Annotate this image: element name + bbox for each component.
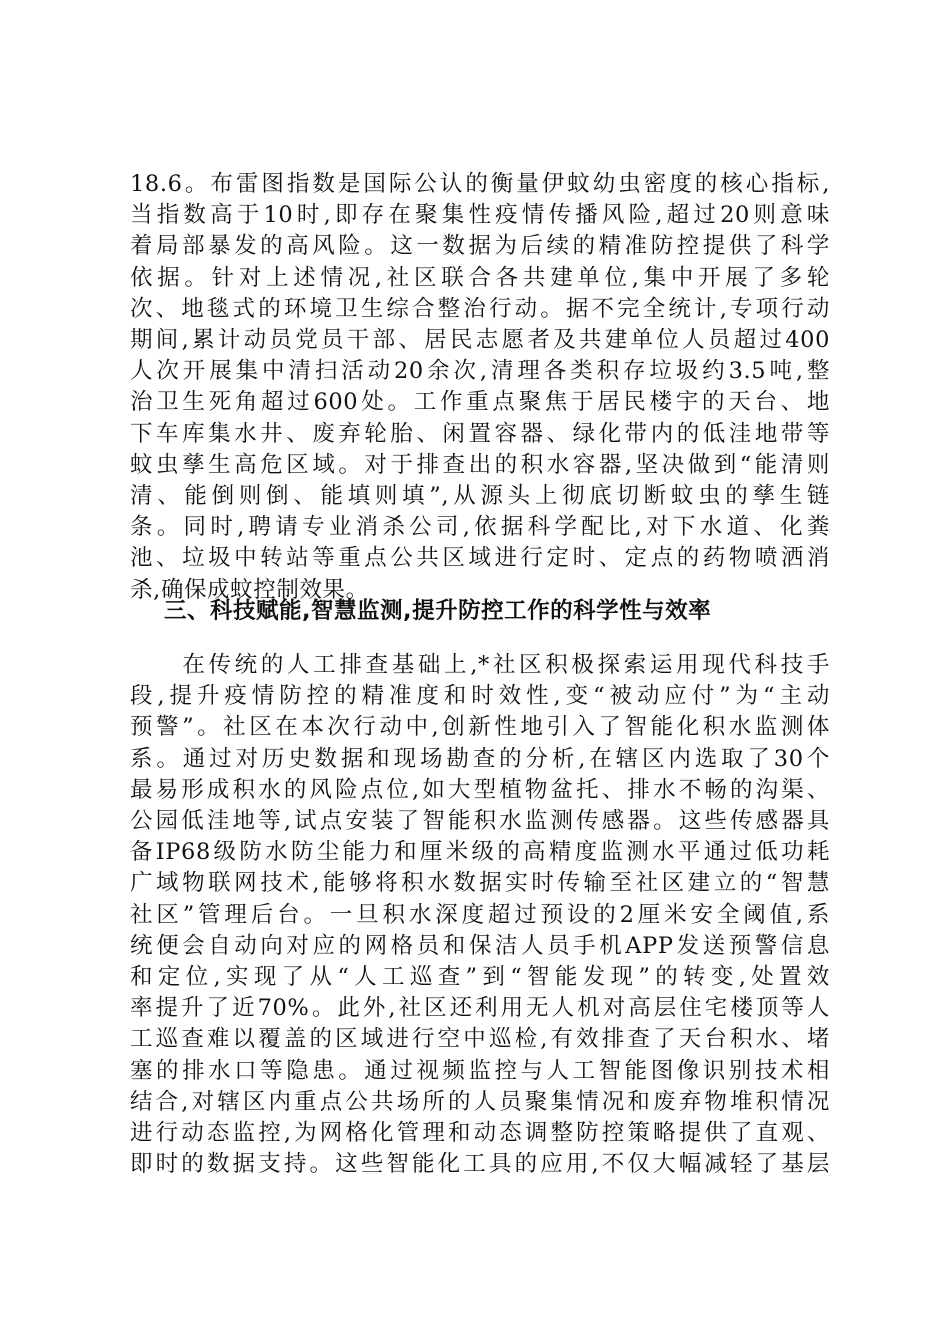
paragraph-line: 人次开展集中清扫活动20余次,清理各类积存垃圾约3.5吨,整 [130,358,830,385]
paragraph-line: 依据。针对上述情况,社区联合各共建单位,集中开展了多轮 [130,264,830,291]
paragraph-line: 预警”。社区在本次行动中,创新性地引入了智能化积水监测体 [130,714,830,741]
paragraph-line: 最易形成积水的风险点位,如大型植物盆托、排水不畅的沟渠、 [130,776,830,803]
paragraph-line: 系。通过对历史数据和现场勘查的分析,在辖区内选取了30个 [130,745,830,772]
paragraph-line: 杀,确保成蚊控制效果。 [130,576,369,603]
paragraph-line: 塞的排水口等隐患。通过视频监控与人工智能图像识别技术相 [130,1057,830,1084]
paragraph-line: 公园低洼地等,试点安装了智能积水监测传感器。这些传感器具 [130,808,830,835]
paragraph-smart-monitoring [130,650,830,1180]
paragraph-line: 即时的数据支持。这些智能化工具的应用,不仅大幅减轻了基层 [130,1151,830,1178]
paragraph-line: 备IP68级防水防尘能力和厘米级的高精度监测水平通过低功耗 [130,839,830,866]
paragraph-line: 治卫生死角超过600处。工作重点聚焦于居民楼宇的天台、地 [130,389,830,416]
paragraph-line: 工巡查难以覆盖的区域进行空中巡检,有效排查了天台积水、堵 [130,1026,830,1053]
paragraph-line: 和定位,实现了从“人工巡查”到“智能发现”的转变,处置效 [130,964,830,991]
paragraph-line: 条。同时,聘请专业消杀公司,依据科学配比,对下水道、化粪 [130,514,830,541]
paragraph-line: 池、垃圾中转站等重点公共区域进行定时、定点的药物喷洒消 [130,545,830,572]
paragraph-line: 广域物联网技术,能够将积水数据实时传输至社区建立的“智慧 [130,870,830,897]
paragraph-line: 当指数高于10时,即存在聚集性疫情传播风险,超过20则意味 [130,202,830,229]
paragraph-line: 率提升了近70%。此外,社区还利用无人机对高层住宅楼顶等人 [130,995,830,1022]
paragraph-line: 统便会自动向对应的网格员和保洁人员手机APP发送预警信息 [130,932,830,959]
paragraph-line: 着局部暴发的高风险。这一数据为后续的精准防控提供了科学 [130,233,830,260]
paragraph-line: 18.6。布雷图指数是国际公认的衡量伊蚊幼虫密度的核心指标, [130,171,830,197]
paragraph-line: 期间,累计动员党员干部、居民志愿者及共建单位人员超过400 [130,327,830,354]
paragraph-environment-cleanup [130,169,830,606]
paragraph-line: 下车库集水井、废弃轮胎、闲置容器、绿化带内的低洼地带等 [130,420,830,447]
paragraph-line: 蚊虫孳生高危区域。对于排查出的积水容器,坚决做到“能清则 [130,451,830,478]
section-heading: 三、科技赋能,智慧监测,提升防控工作的科学性与效率 [164,598,712,624]
paragraph-line: 在传统的人工排查基础上,*社区积极探索运用现代科技手 [130,652,830,678]
paragraph-line: 进行动态监控,为网格化管理和动态调整防控策略提供了直观、 [130,1120,830,1147]
paragraph-line: 社区”管理后台。一旦积水深度超过预设的2厘米安全阈值,系 [130,901,830,928]
paragraph-line: 结合,对辖区内重点公共场所的人员聚集情况和废弃物堆积情况 [130,1088,830,1115]
paragraph-line: 清、能倒则倒、能填则填”,从源头上彻底切断蚊虫的孳生链 [130,483,830,510]
paragraph-line: 段,提升疫情防控的精准度和时效性,变“被动应付”为“主动 [130,683,830,710]
paragraph-line: 次、地毯式的环境卫生综合整治行动。据不完全统计,专项行动 [130,295,830,322]
